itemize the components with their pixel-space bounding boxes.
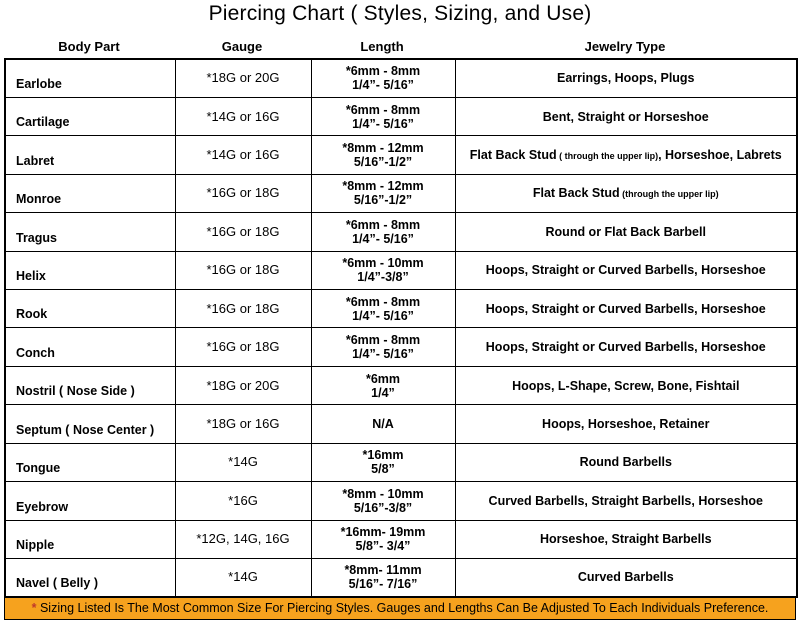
header-gauge: Gauge — [221, 39, 263, 54]
body-part-cell: Nipple — [5, 520, 175, 558]
body-part-cell: Eyebrow — [5, 482, 175, 520]
jewelry-note: ( through the upper lip) — [556, 150, 659, 161]
table-row — [5, 558, 797, 596]
body-part-cell: Helix — [5, 251, 175, 289]
body-part-cell: Rook — [5, 290, 175, 328]
length-mm: *16mm- 19mm — [340, 525, 426, 540]
jewelry-type-text: Earrings, Hoops, Plugs — [556, 71, 695, 86]
jewelry-type-text: Flat Back Stud — [532, 185, 620, 200]
table-body — [5, 59, 797, 597]
table-row — [5, 174, 797, 212]
jewelry-type-cell — [455, 251, 797, 289]
jewelry-type-text: Curved Barbells, Straight Barbells, Horseshoe — [488, 493, 763, 508]
length-cell — [311, 213, 455, 251]
jewelry-type-text: Round or Flat Back Barbell — [545, 224, 706, 239]
jewelry-type-cell — [455, 213, 797, 251]
jewelry-type-cell — [455, 97, 797, 135]
jewelry-type-cell — [455, 443, 797, 481]
jewelry-type-text: Hoops, Straight or Curved Barbells, Horseshoe — [485, 301, 766, 316]
body-part-cell: Nostril ( Nose Side ) — [5, 366, 175, 404]
table-row — [5, 213, 797, 251]
length-mm: *6mm - 8mm — [345, 294, 421, 309]
length-mm: *6mm - 8mm — [345, 333, 421, 348]
length-cell — [311, 405, 455, 443]
length-in: 1/4”- 5/16” — [352, 231, 414, 246]
jewelry-type-cell — [455, 405, 797, 443]
length-mm: *8mm - 12mm — [342, 179, 424, 194]
length-cell — [311, 136, 455, 174]
length-cell — [311, 328, 455, 366]
jewelry-type-text: Bent, Straight or Horseshoe — [542, 109, 709, 124]
gauge-cell: *16G or 18G — [175, 174, 311, 212]
jewelry-type-text: Horseshoe, Straight Barbells — [539, 532, 712, 547]
length-in: 1/4”- 5/16” — [352, 78, 414, 93]
body-part-cell: Earlobe — [5, 59, 175, 97]
table-row — [5, 443, 797, 481]
footnote-star: * — [31, 601, 37, 615]
gauge-cell: *16G — [175, 482, 311, 520]
gauge-cell: *16G or 18G — [175, 213, 311, 251]
table-row — [5, 520, 797, 558]
length-cell — [311, 290, 455, 328]
body-part-cell: Labret — [5, 136, 175, 174]
jewelry-type-extra: , Horseshoe, Labrets — [658, 147, 782, 162]
header-length: Length — [360, 39, 404, 54]
length-in: 5/16”-1/2” — [353, 193, 413, 208]
table-row — [5, 405, 797, 443]
jewelry-type-text: Curved Barbells — [577, 570, 674, 585]
length-cell — [311, 59, 455, 97]
body-part-cell: Monroe — [5, 174, 175, 212]
header-jewelry-type: Jewelry Type — [584, 39, 666, 54]
footnote-banner — [4, 597, 796, 620]
jewelry-type-cell — [455, 174, 797, 212]
length-in: 5/16”-3/8” — [353, 500, 413, 515]
table-row — [5, 97, 797, 135]
length-cell — [311, 482, 455, 520]
gauge-cell: *12G, 14G, 16G — [175, 520, 311, 558]
body-part-cell: Conch — [5, 328, 175, 366]
jewelry-type-cell — [455, 59, 797, 97]
footnote-text: Sizing Listed Is The Most Common Size For Piercing Styles. Gauges and Lengths Can Be Adjusted To Each Individuals Preference. — [36, 601, 769, 615]
table-row — [5, 59, 797, 97]
jewelry-type-cell — [455, 558, 797, 596]
body-part-cell: Cartilage — [5, 97, 175, 135]
length-mm: *6mm - 8mm — [345, 64, 421, 79]
piercing-table — [4, 58, 798, 598]
length-mm: N/A — [372, 417, 394, 431]
length-cell — [311, 174, 455, 212]
length-mm: *6mm - 8mm — [345, 102, 421, 117]
gauge-cell: *18G or 20G — [175, 59, 311, 97]
page-title: Piercing Chart ( Styles, Sizing, and Use) — [208, 2, 592, 25]
body-part-cell: Septum ( Nose Center ) — [5, 405, 175, 443]
jewelry-type-cell — [455, 328, 797, 366]
length-mm: *16mm — [362, 448, 404, 463]
table-row — [5, 482, 797, 520]
length-mm: *6mm - 10mm — [342, 256, 424, 271]
length-cell — [311, 558, 455, 596]
column-headers — [4, 39, 796, 57]
gauge-cell: *16G or 18G — [175, 290, 311, 328]
body-part-cell: Tragus — [5, 213, 175, 251]
header-body-part: Body Part — [58, 39, 120, 54]
length-cell — [311, 251, 455, 289]
length-in: 1/4”- 5/16” — [352, 308, 414, 323]
gauge-cell: *14G or 16G — [175, 136, 311, 174]
jewelry-type-cell — [455, 520, 797, 558]
body-part-cell: Tongue — [5, 443, 175, 481]
table-row — [5, 136, 797, 174]
jewelry-type-text: Flat Back Stud — [469, 147, 557, 162]
length-mm: *8mm- 11mm — [344, 563, 422, 578]
length-cell — [311, 443, 455, 481]
gauge-cell: *18G or 16G — [175, 405, 311, 443]
jewelry-note: (through the upper lip) — [619, 188, 719, 199]
table-row — [5, 366, 797, 404]
length-in: 1/4” — [371, 385, 395, 400]
jewelry-type-text: Round Barbells — [579, 455, 672, 470]
jewelry-type-cell — [455, 136, 797, 174]
length-mm: *8mm - 12mm — [342, 141, 424, 156]
jewelry-type-text: Hoops, Straight or Curved Barbells, Horseshoe — [485, 263, 766, 278]
length-cell — [311, 97, 455, 135]
jewelry-type-text: Hoops, L-Shape, Screw, Bone, Fishtail — [512, 378, 740, 393]
table-row — [5, 328, 797, 366]
gauge-cell: *14G or 16G — [175, 97, 311, 135]
jewelry-type-cell — [455, 290, 797, 328]
length-in: 1/4”- 5/16” — [352, 116, 414, 131]
body-part-cell: Navel ( Belly ) — [5, 558, 175, 596]
length-in: 5/8” — [371, 462, 395, 477]
gauge-cell: *16G or 18G — [175, 251, 311, 289]
length-in: 5/16”-1/2” — [353, 155, 413, 170]
length-in: 5/8”- 3/4” — [355, 539, 411, 554]
length-in: 1/4”- 5/16” — [352, 347, 414, 362]
gauge-cell: *16G or 18G — [175, 328, 311, 366]
table-row — [5, 290, 797, 328]
jewelry-type-text: Hoops, Straight or Curved Barbells, Horseshoe — [485, 340, 766, 355]
table-row — [5, 251, 797, 289]
length-mm: *6mm — [365, 371, 401, 386]
length-mm: *6mm - 8mm — [345, 217, 421, 232]
jewelry-type-text: Hoops, Horseshoe, Retainer — [542, 417, 710, 431]
length-cell — [311, 520, 455, 558]
gauge-cell: *14G — [175, 443, 311, 481]
gauge-cell: *18G or 20G — [175, 366, 311, 404]
length-in: 1/4”-3/8” — [357, 270, 409, 285]
length-cell — [311, 366, 455, 404]
gauge-cell: *14G — [175, 558, 311, 596]
jewelry-type-cell — [455, 482, 797, 520]
jewelry-type-cell — [455, 366, 797, 404]
length-in: 5/16”- 7/16” — [348, 577, 418, 592]
length-mm: *8mm - 10mm — [342, 486, 424, 501]
